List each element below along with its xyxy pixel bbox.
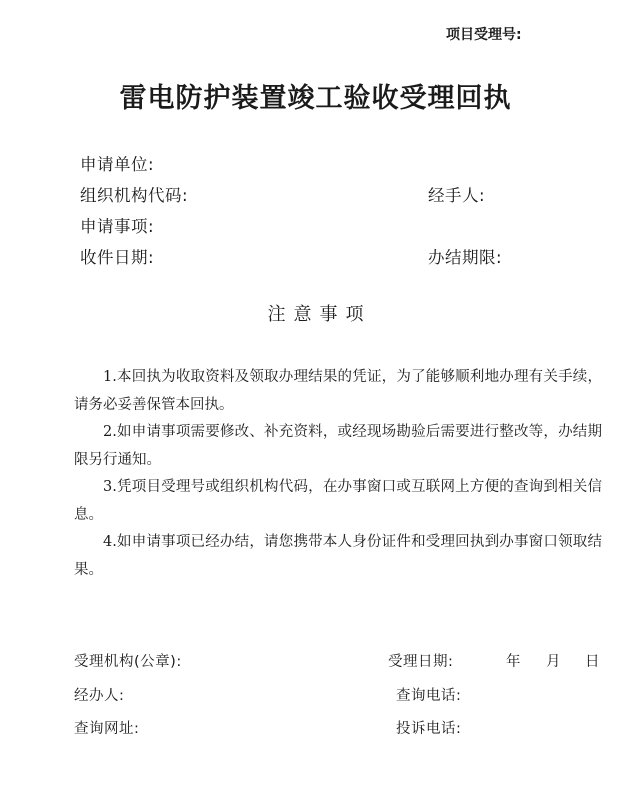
handler-label: 经手人: xyxy=(428,186,486,205)
document-title: 雷电防护装置竣工验收受理回执 xyxy=(119,83,512,114)
deadline-label: 办结期限: xyxy=(428,248,503,267)
notice-item: 2.如申请事项需要修改、补充资料，或经现场勘验后需要进行整改等，办结期限另行通知。 xyxy=(74,424,602,468)
applicant-label: 申请单位: xyxy=(80,155,155,174)
org-code-label: 组织机构代码: xyxy=(80,186,189,205)
notice-item: 3.凭项目受理号或组织机构代码，在办事窗口或互联网上方便的查询到相关信息。 xyxy=(74,479,602,523)
complaint-phone-label: 投诉电话: xyxy=(396,721,462,737)
notice-list xyxy=(74,364,602,584)
accept-date-label: 受理日期: xyxy=(388,654,454,670)
notice-item: 1.本回执为收取资料及领取办理结果的凭证，为了能够顺利地办理有关手续，请务必妥善保管本回执。 xyxy=(74,369,602,413)
query-website-label: 查询网址: xyxy=(74,721,140,737)
accepting-agency-label: 受理机构(公章): xyxy=(74,654,182,670)
acceptance-number-label: 项目受理号: xyxy=(446,27,522,43)
year-label: 年 xyxy=(506,654,521,670)
day-label: 日 xyxy=(585,654,600,670)
received-date-label: 收件日期: xyxy=(80,248,155,267)
notice-title: 注意事项 xyxy=(267,304,372,325)
notice-item: 4.如申请事项已经办结，请您携带本人身份证件和受理回执到办事窗口领取结果。 xyxy=(74,534,602,578)
month-label: 月 xyxy=(546,654,561,670)
application-matter-label: 申请事项: xyxy=(80,217,155,236)
operator-label: 经办人: xyxy=(74,688,125,704)
query-phone-label: 查询电话: xyxy=(396,688,462,704)
